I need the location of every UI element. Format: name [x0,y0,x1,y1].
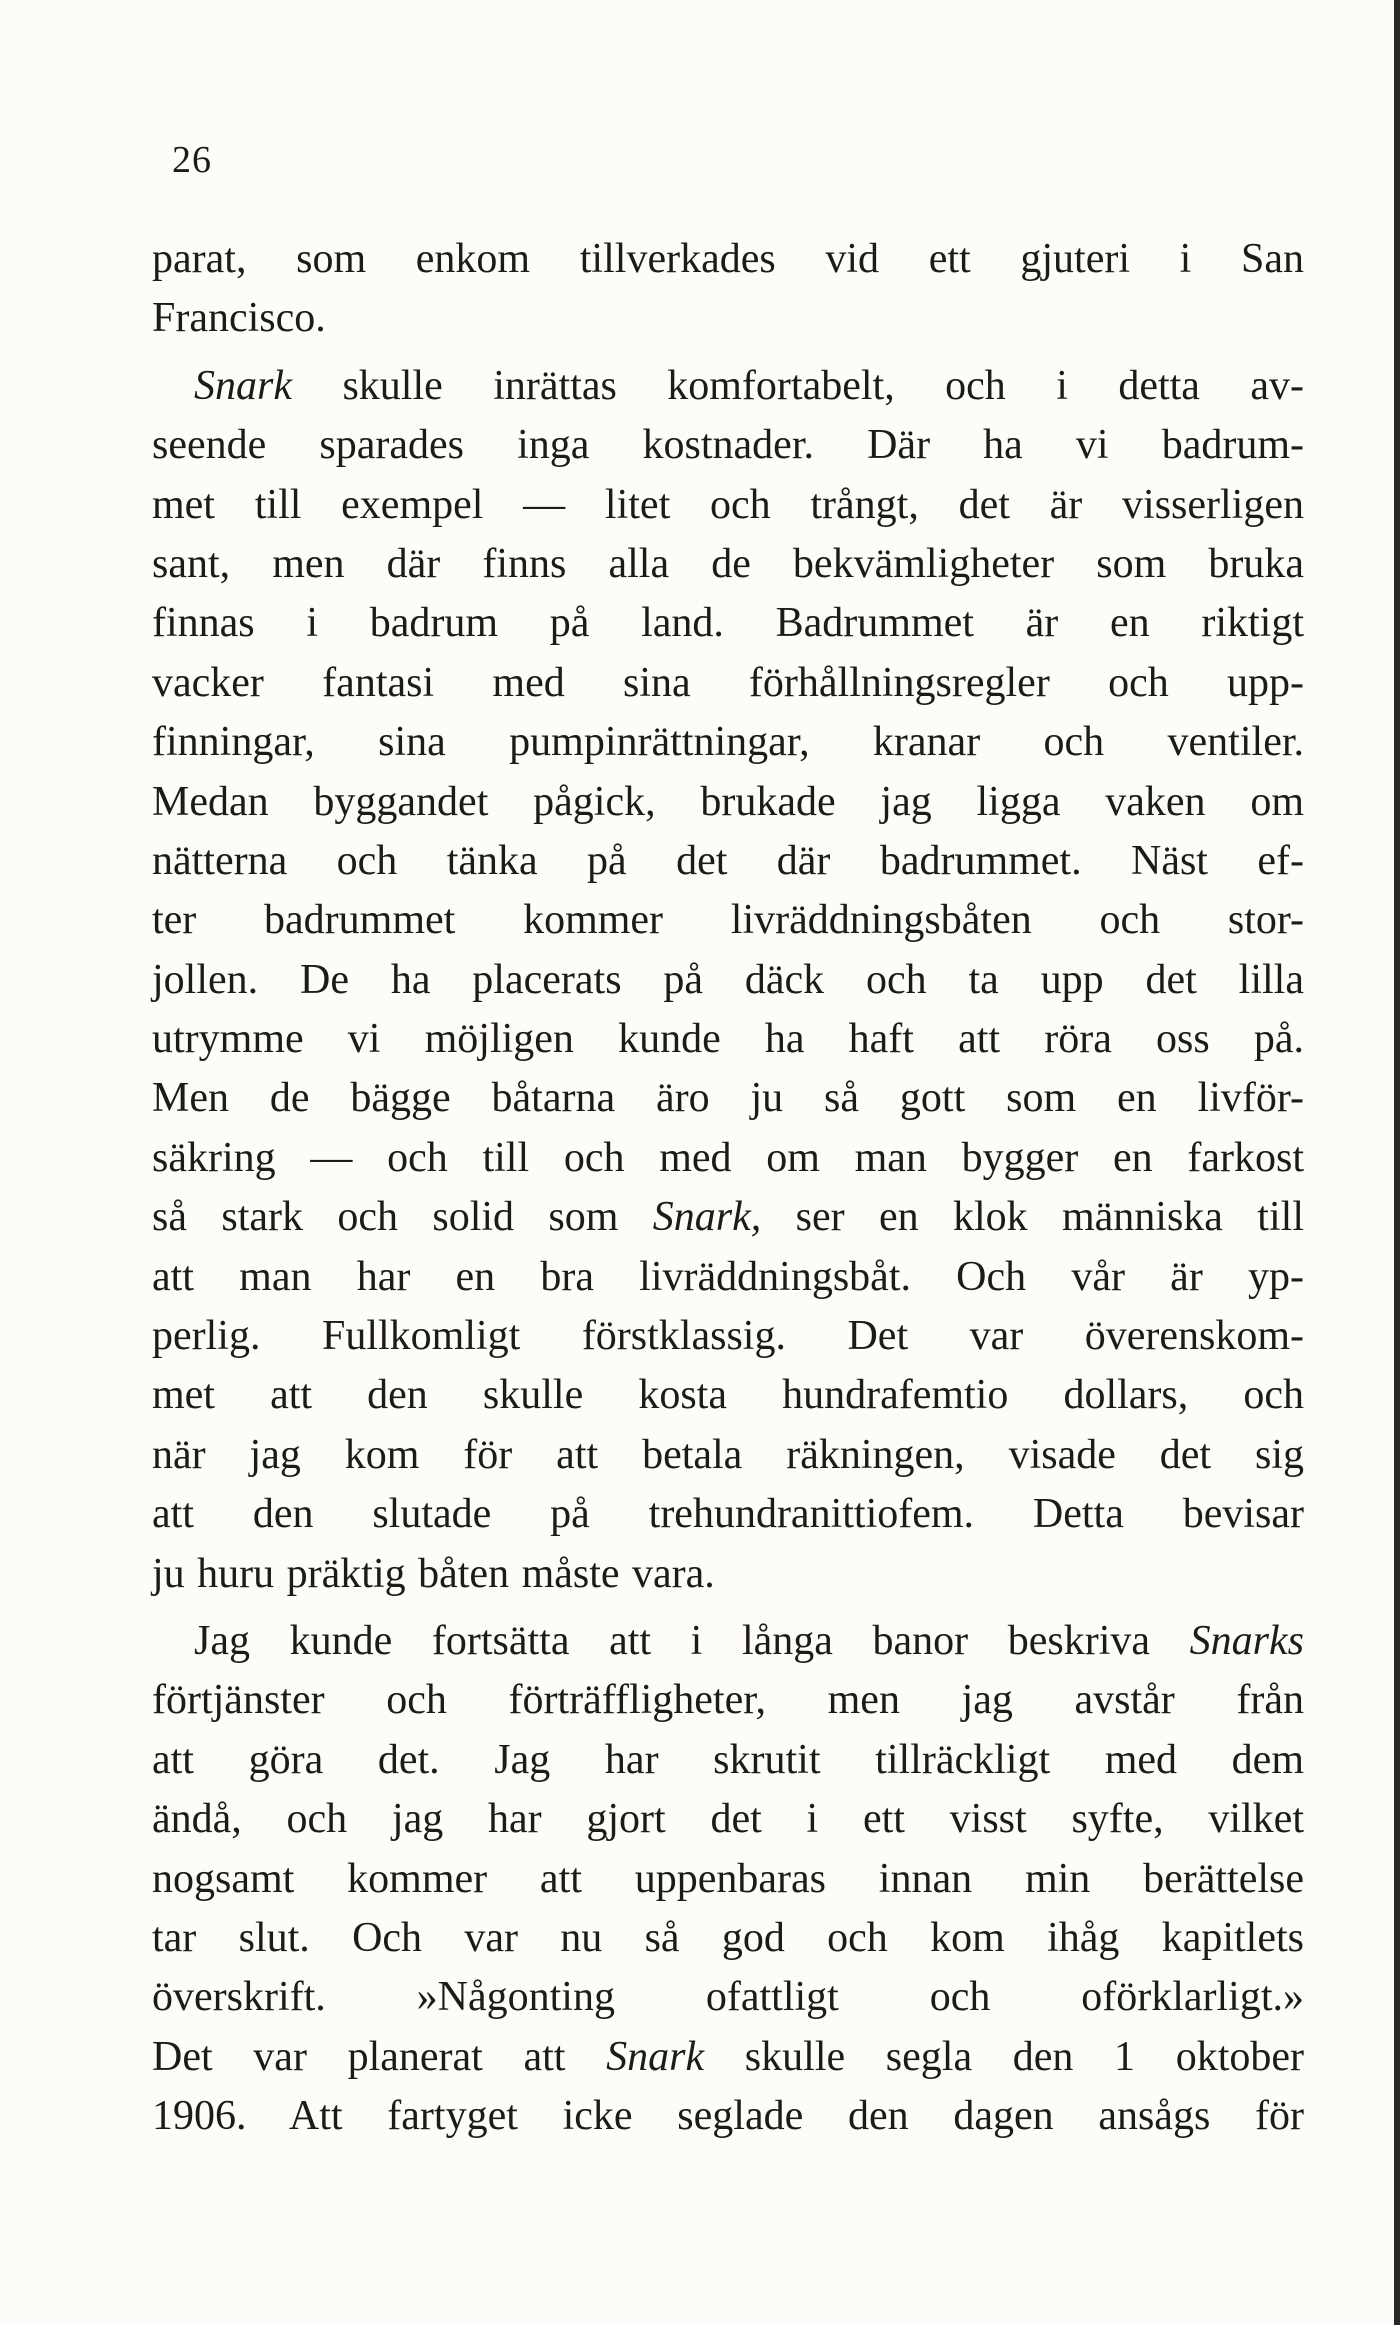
text-run: met att den skulle kosta hundrafemtio dollars, och [152,1372,1304,1419]
text-line [152,1671,1304,1730]
text-line [152,1366,1304,1425]
paragraph [152,357,1304,1604]
text-line [152,1426,1304,1485]
text-line [152,1069,1304,1128]
paragraph [152,230,1304,349]
text-line [152,535,1304,594]
text-line [152,713,1304,772]
text-line [152,1188,1304,1247]
text-run: överskrift. »Någonting ofattligt och oförklarligt.» [152,1974,1304,2021]
text-run: ändå, och jag har gjort det i ett visst syfte, vilket [152,1796,1304,1843]
text-run: ju huru präktig båten måste vara. [152,1550,715,1597]
text-run: vacker fantasi med sina förhållningsregler och upp- [152,659,1304,706]
text-line [152,357,1304,416]
text-line [152,476,1304,535]
text-run: att den slutade på trehundranittiofem. Detta bevisar [152,1491,1304,1538]
text-run: parat, som enkom tillverkades vid ett gjuteri i San [152,236,1304,282]
text-run: Men de bägge båtarna äro ju så gott som en livför- [152,1075,1304,1122]
text-line [152,891,1304,950]
text-run: seende sparades inga kostnader. Där ha vi badrum- [152,422,1304,469]
text-line [152,1485,1304,1544]
text-run: att man har en bra livräddningsbåt. Och vår är yp- [152,1253,1304,1300]
text-line [152,1909,1304,1968]
body-text [152,230,1304,2147]
text-run: säkring — och till och med om man bygger en farkost [152,1134,1304,1181]
text-run: när jag kom för att betala räkningen, visade det sig [152,1431,1304,1478]
text-line [152,773,1304,832]
paragraph [152,1612,1304,2147]
text-line [152,951,1304,1010]
text-line [152,2087,1304,2146]
text-run: nätterna och tänka på det där badrummet. Näst ef- [152,837,1304,884]
text-run: ter badrummet kommer livräddningsbåten och stor- [152,897,1304,944]
text-line [152,832,1304,891]
italic-title: Snarks [1189,1617,1304,1664]
text-line [152,654,1304,713]
text-run: sant, men där finns alla de bekvämligheter som bruka [152,540,1304,587]
text-run: ser en klok människa till [761,1194,1304,1241]
paragraph-gap [152,1604,1304,1612]
text-run: att göra det. Jag har skrutit tillräckligt med dem [152,1736,1304,1783]
text-run: perlig. Fullkomligt förstklassig. Det var överenskom- [152,1313,1304,1360]
text-run: jollen. De ha placerats på däck och ta upp det lilla [152,956,1304,1003]
text-run: 1906. Att fartyget icke seglade den dagen ansågs för [152,2093,1304,2140]
text-run: skulle inrättas komfortabelt, och i detta av- [292,362,1304,409]
italic-title: Snark [606,2033,705,2080]
text-run: förtjänster och förträffligheter, men jag avstår från [152,1677,1304,1724]
paragraph-gap [152,349,1304,357]
text-run: tar slut. Och var nu så god och kom ihåg kapitlets [152,1914,1304,1961]
text-run: met till exempel — litet och trångt, det är visserligen [152,481,1304,528]
text-run: utrymme vi möjligen kunde ha haft att röra oss på. [152,1016,1304,1063]
text-run: Jag kunde fortsätta att i långa banor beskriva [194,1617,1190,1664]
italic-title: Snark, [652,1194,762,1241]
text-line [152,289,1304,348]
text-line [152,1248,1304,1307]
text-run: Medan byggandet pågick, brukade jag ligga vaken om [152,778,1304,825]
text-line [152,1612,1304,1671]
text-line [152,1968,1304,2027]
text-line [152,1307,1304,1366]
text-line [152,1790,1304,1849]
text-line [152,1731,1304,1790]
text-run: nogsamt kommer att uppenbaras innan min berättelse [152,1855,1304,1902]
text-line [152,230,1304,289]
page-number: 26 [172,139,212,181]
text-line [152,1545,1304,1604]
text-run: finningar, sina pumpinrättningar, kranar och ventiler. [152,719,1304,766]
text-line [152,1850,1304,1909]
italic-title: Snark [194,362,292,409]
page-edge-shadow [1394,0,1400,2325]
text-run: finnas i badrum på land. Badrummet är en riktigt [152,600,1304,647]
text-run: Francisco. [152,295,326,342]
text-line [152,2028,1304,2087]
text-line [152,594,1304,653]
text-run: skulle segla den 1 oktober [704,2033,1304,2080]
text-line [152,416,1304,475]
text-line [152,1010,1304,1069]
text-run: så stark och solid som [152,1194,653,1241]
text-line [152,1129,1304,1188]
text-run: Det var planerat att [152,2033,607,2080]
